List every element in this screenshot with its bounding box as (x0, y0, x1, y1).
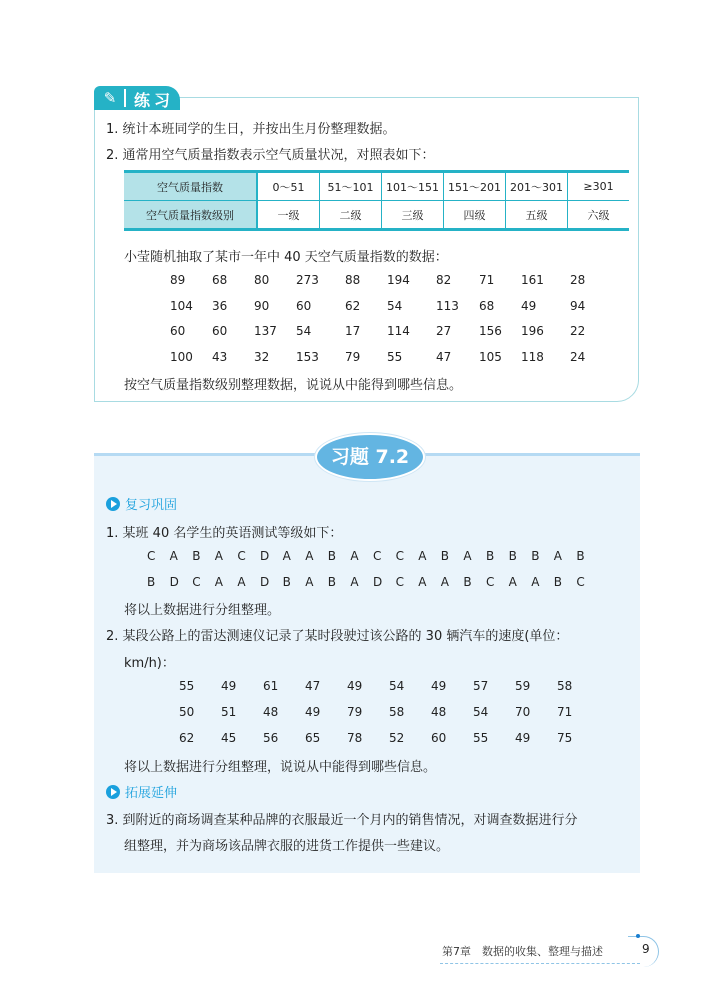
grade-value: A (282, 549, 291, 563)
exercise-question-1-task: 将以上数据进行分组整理。 (124, 603, 281, 618)
data-value: 68 (479, 298, 495, 313)
chapter-title: 第7章 数据的收集、整理与描述 (442, 945, 603, 958)
grade-value: B (576, 549, 585, 563)
table-cell: 五级 (506, 201, 568, 230)
data-value: 100 (170, 350, 193, 365)
table-cell: 101～151 (382, 172, 444, 201)
grade-value: C (192, 575, 201, 589)
section-review (106, 494, 177, 513)
table-cell: 二级 (320, 201, 382, 230)
grade-value: B (553, 575, 563, 589)
speed-value: 52 (389, 731, 405, 745)
speed-value: 60 (431, 731, 447, 745)
aqi-table (124, 170, 629, 231)
grade-value: B (327, 575, 337, 589)
speed-value: 48 (431, 705, 447, 719)
grade-value: B (147, 575, 156, 589)
speed-value: 58 (557, 679, 573, 693)
grade-value: A (531, 575, 540, 589)
exercise-question-3: 3. 到附近的商场调查某种品牌的衣服最近一个月内的销售情况，对调查数据进行分 (106, 813, 578, 828)
speed-value: 45 (221, 731, 237, 745)
speed-value: 49 (347, 679, 363, 693)
grade-value: A (418, 575, 427, 589)
grade-value: C (576, 575, 585, 589)
data-value: 79 (345, 350, 361, 365)
speed-value: 71 (557, 705, 573, 719)
exercise-question-1: 1. 某班 40 名学生的英语测试等级如下： (106, 526, 343, 541)
practice-title: 练习 (134, 91, 175, 110)
practice-question-1: 1. 统计本班同学的生日，并按出生月份整理数据。 (106, 122, 396, 137)
data-value: 54 (387, 298, 403, 313)
grade-value: A (440, 575, 450, 589)
data-value: 49 (521, 298, 537, 313)
speed-value: 51 (221, 705, 237, 719)
table-cell: 六级 (568, 201, 630, 230)
data-value: 105 (479, 350, 502, 365)
table-cell: 0～51 (257, 172, 320, 201)
table-cell: 一级 (257, 201, 320, 230)
data-value: 161 (521, 273, 544, 287)
footer-dot (636, 934, 640, 938)
speed-value: 49 (305, 705, 321, 719)
practice-question-2: 2. 通常用空气质量指数表示空气质量状况，对照表如下： (106, 148, 435, 163)
grade-value: A (305, 575, 314, 589)
grade-value: B (440, 549, 450, 563)
table-row (124, 172, 629, 201)
table-cell: 三级 (382, 201, 444, 230)
data-value: 54 (296, 324, 312, 339)
speed-value: 48 (263, 705, 279, 719)
data-value: 60 (170, 324, 186, 339)
table-cell: 201～301 (506, 172, 568, 201)
pencil-ruler-icon: ✎ (103, 89, 117, 107)
data-value: 156 (479, 324, 502, 339)
grade-value: A (214, 549, 224, 563)
speed-value: 54 (473, 705, 489, 719)
row-header: 空气质量指数级别 (124, 201, 257, 230)
grade-value: B (486, 549, 495, 563)
speed-value: 55 (473, 731, 489, 745)
data-value: 36 (212, 298, 228, 313)
exercise-question-2-task: 将以上数据进行分组整理，说说从中能得到哪些信息。 (124, 760, 437, 775)
grade-value: B (508, 549, 517, 563)
page-number: 9 (642, 942, 650, 956)
speed-value: 56 (263, 731, 279, 745)
table-cell: ≥301 (568, 172, 630, 201)
data-value: 113 (436, 298, 459, 313)
grade-value: C (237, 549, 246, 563)
speed-value: 59 (515, 679, 531, 693)
data-value: 60 (212, 324, 228, 339)
speed-value: 58 (389, 705, 405, 719)
data-value: 17 (345, 324, 361, 339)
grade-value: A (463, 549, 472, 563)
data-value: 80 (254, 273, 270, 287)
speed-value: 61 (263, 679, 279, 693)
play-icon (106, 785, 120, 799)
data-value: 28 (570, 273, 586, 287)
data-value: 114 (387, 324, 410, 339)
grade-value: A (169, 549, 178, 563)
footer-divider (440, 963, 640, 964)
data-value: 27 (436, 324, 452, 339)
exercise-badge: 习题 7.2 (315, 433, 425, 481)
grade-value: A (350, 549, 359, 563)
speed-value: 62 (179, 731, 195, 745)
speed-value: 50 (179, 705, 195, 719)
speed-value: 54 (389, 679, 405, 693)
grade-value: C (373, 549, 382, 563)
data-value: 194 (387, 273, 410, 287)
grade-value: C (486, 575, 495, 589)
grade-value: B (192, 549, 201, 563)
data-value: 104 (170, 298, 193, 313)
speed-value: 47 (305, 679, 321, 693)
data-value: 94 (570, 298, 586, 313)
table-cell: 151～201 (444, 172, 506, 201)
grade-value: A (214, 575, 224, 589)
data-value: 196 (521, 324, 544, 339)
data-value: 60 (296, 298, 312, 313)
divider (124, 89, 126, 107)
row-header: 空气质量指数 (124, 172, 257, 201)
grade-value: D (260, 549, 270, 563)
speed-value: 49 (431, 679, 447, 693)
data-intro: 小莹随机抽取了某市一年中 40 天空气质量指数的数据： (124, 250, 448, 265)
exercise-question-3-cont: 组整理，并为商场该品牌衣服的进货工作提供一些建议。 (124, 839, 450, 854)
speed-value: 49 (221, 679, 237, 693)
play-icon (106, 497, 120, 511)
section-review-label: 复习巩固 (125, 498, 178, 513)
data-value: 118 (521, 350, 544, 365)
table-cell: 51～101 (320, 172, 382, 201)
speed-value: 55 (179, 679, 195, 693)
data-value: 90 (254, 298, 270, 313)
section-extension (106, 782, 177, 801)
grade-value: C (395, 549, 404, 563)
practice-task: 按空气质量指数级别整理数据，说说从中能得到哪些信息。 (124, 378, 463, 393)
data-value: 273 (296, 273, 319, 287)
data-value: 88 (345, 273, 361, 287)
speed-value: 49 (515, 731, 531, 745)
data-value: 32 (254, 350, 270, 365)
data-value: 89 (170, 273, 186, 287)
speed-value: 70 (515, 705, 531, 719)
data-value: 62 (345, 298, 361, 313)
speed-value: 57 (473, 679, 489, 693)
section-extension-label: 拓展延伸 (125, 786, 178, 801)
grade-value: A (508, 575, 517, 589)
grade-value: B (463, 575, 472, 589)
grade-value: B (327, 549, 337, 563)
grade-value: C (147, 549, 156, 563)
table-row (124, 201, 629, 230)
exercise-question-2: 2. 某段公路上的雷达测速仪记录了某时段驶过该公路的 30 辆汽车的速度(单位： (106, 629, 569, 644)
grade-value: D (169, 575, 179, 589)
data-value: 68 (212, 273, 228, 287)
grade-value: A (305, 549, 314, 563)
data-value: 137 (254, 324, 277, 339)
data-value: 47 (436, 350, 452, 365)
grade-value: D (373, 575, 383, 589)
data-value: 55 (387, 350, 403, 365)
data-value: 71 (479, 273, 495, 287)
data-value: 153 (296, 350, 319, 365)
grade-value: A (553, 549, 563, 563)
exercise-question-2-unit: km/h)： (124, 656, 175, 671)
speed-value: 79 (347, 705, 363, 719)
grade-value: A (418, 549, 427, 563)
grade-value: A (237, 575, 246, 589)
speed-value: 75 (557, 731, 573, 745)
grade-value: A (350, 575, 359, 589)
data-value: 43 (212, 350, 228, 365)
practice-header (94, 86, 180, 110)
grade-value: B (531, 549, 540, 563)
data-value: 82 (436, 273, 452, 287)
speed-value: 78 (347, 731, 363, 745)
data-value: 22 (570, 324, 586, 339)
data-value: 24 (570, 350, 586, 365)
grade-value: C (395, 575, 404, 589)
table-cell: 四级 (444, 201, 506, 230)
grade-value: B (282, 575, 291, 589)
speed-value: 65 (305, 731, 321, 745)
grade-value: D (260, 575, 270, 589)
